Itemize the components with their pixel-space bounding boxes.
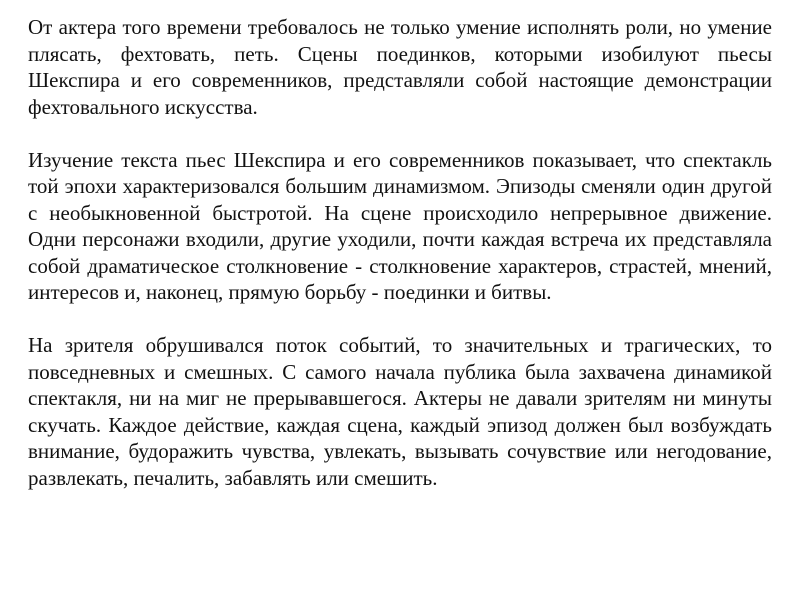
document-page bbox=[28, 14, 772, 491]
paragraph-3: На зрителя обрушивался поток событий, то значительных и трагических, то повседневных и смешных. С самого начала публика была захвачена динамикой спектакля, ни на миг не прерывавшегося. Актеры не давали зрителям ни минуты скучать. Каждое действие, каждая сцена, каждый эпизод должен был возбуждать внимание, будоражить чувства, увлекать, вызывать сочувствие или негодование, развлекать, печалить, забавлять или смешить. bbox=[28, 333, 772, 490]
paragraph-2: Изучение текста пьес Шекспира и его современников показывает, что спектакль той эпохи характеризовался большим динамизмом. Эпизоды сменяли один другой с необыкновенной быстротой. На сцене происходило непрерывное движение. Одни персонажи входили, другие уходили, почти каждая встреча их представляла собой драматическое столкновение - столкновение характеров, страстей, мнений, интересов и, наконец, прямую борьбу - поединки и битвы. bbox=[28, 147, 772, 304]
paragraph-1: От актера того времени требовалось не только умение исполнять роли, но умение плясать, фехтовать, петь. Сцены поединков, которыми изобилуют пьесы Шекспира и его современников, представляли собой настоящие демонстрации фехтовального искусства. bbox=[28, 15, 772, 119]
